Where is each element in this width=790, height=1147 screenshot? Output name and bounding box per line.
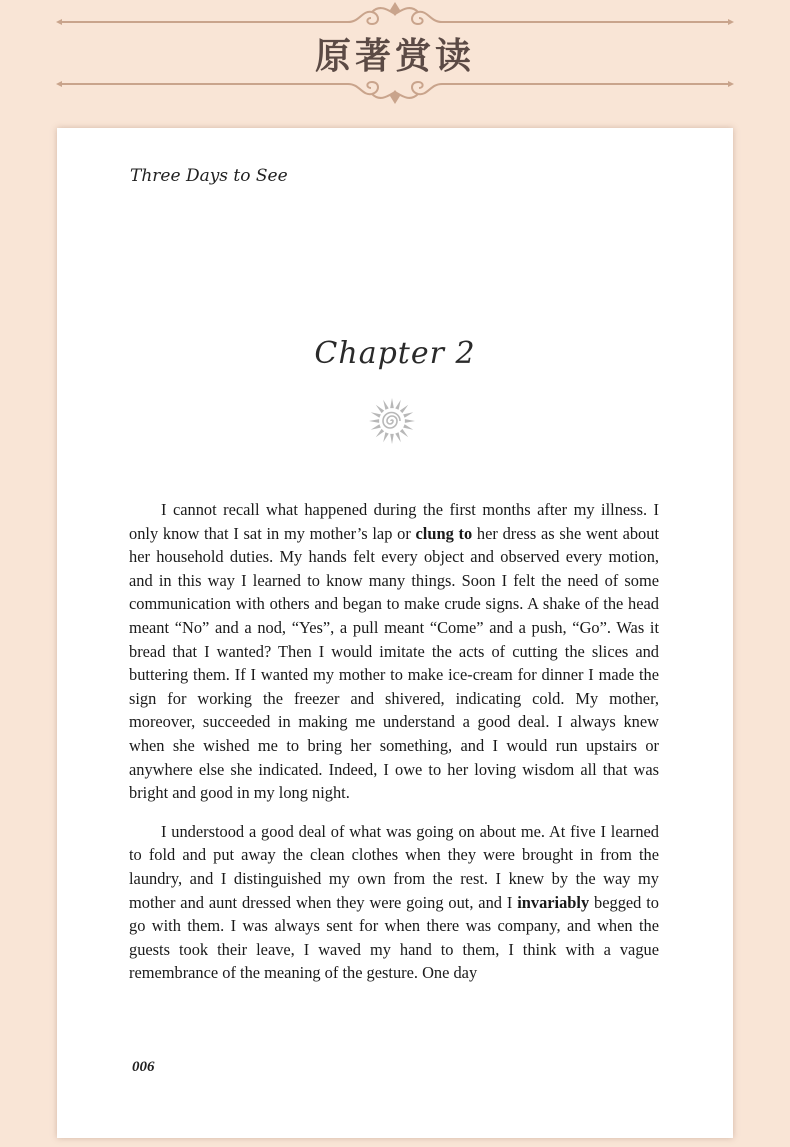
bold-phrase: invariably bbox=[517, 892, 590, 912]
text-run: I cannot recall what happened during the first months after my illness. I only know that I sat in my mother’s lap or bbox=[129, 500, 659, 543]
running-head-book-title: Three Days to See bbox=[130, 166, 288, 186]
text-run: her dress as she went about her household duties. My hands felt every object and observed every motion, and in this way I learned to know many things. Soon I felt the need of some communication with others and began to make crude signs. A shake of the head meant “No” and a nod, “Yes”, a pull meant “Come” and a push, “Go”. Was it bread that I wanted? Then I would imitate the acts of cutting the slices and buttering them. If I wanted my mother to make ice-cream for dinner I made the sign for working the freezer and shivered, indicating cold. My mother, moreover, succeeded in making me understand a good deal. I always knew when she wished me to bring her something, and I would run upstairs or anywhere else she indicated. Indeed, I owe to her loving wisdom all that was bright and good in my long night. bbox=[129, 523, 660, 803]
chapter-body bbox=[129, 498, 659, 985]
paragraph bbox=[129, 498, 659, 805]
paragraph bbox=[129, 820, 659, 985]
sun-spiral-ornament-icon bbox=[367, 396, 417, 446]
banner-title: 原著赏读 bbox=[314, 35, 475, 77]
book-page bbox=[57, 128, 733, 1138]
page-number: 006 bbox=[132, 1059, 155, 1075]
header-banner bbox=[0, 0, 790, 110]
text-run: I understood a good deal of what was going on about me. At five I learned to fold and put away the clean clothes when they were brought in from the laundry, and I distinguished my own from the rest. I knew by the way my mother and aunt dressed when they were going out, and I bbox=[129, 821, 659, 912]
bold-phrase: clung to bbox=[415, 523, 473, 543]
chapter-title: Chapter 2 bbox=[314, 336, 476, 371]
text-run: begged to go with them. I was always sent for when there was company, and when the guests took their leave, I waved my hand to them, I think with a vague remembrance of the meaning of the gesture. One day bbox=[129, 892, 659, 983]
